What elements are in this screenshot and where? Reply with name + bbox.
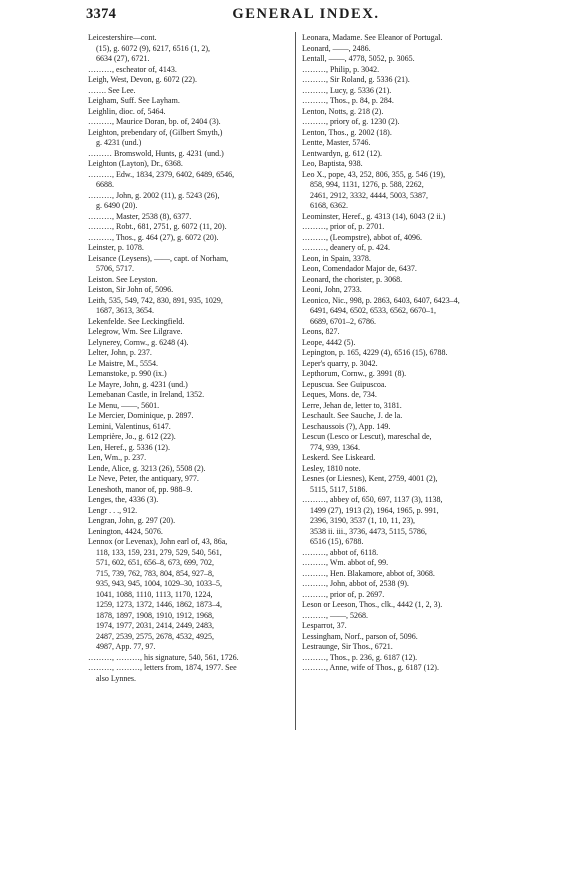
index-entry: ………, Sir Roland, g. 5336 (21). (302, 75, 410, 84)
index-entry: Lepington, p. 165, 4229 (4), 6516 (15), 6788. (302, 348, 448, 357)
index-entry: ………, escheator of, 4143. (88, 64, 177, 74)
index-entry: Leons, 827. (302, 327, 340, 336)
index-entry: Lengr . . ., 912. (88, 505, 138, 515)
index-entry: 1259, 1273, 1372, 1446, 1862, 1873–4, (96, 600, 222, 609)
index-entry: 715, 739, 762, 783, 804, 854, 927–8, (96, 568, 214, 578)
index-entry: ……. See Lee. (88, 85, 136, 95)
index-entry: Leon, Comendador Major de, 6437. (302, 264, 417, 273)
index-entry: Le Mercier, Dominique, p. 2897. (88, 411, 194, 420)
index-entry: ………, ………, letters from, 1874, 1977. See (88, 663, 237, 672)
index-entry: ………, Anne, wife of Thos., g. 6187 (12). (302, 663, 439, 672)
index-entry: Lesnes (or Liesnes), Kent, 2759, 4001 (2), (302, 474, 438, 483)
index-entry: Le Mayre, John, g. 4231 (und.) (88, 379, 188, 389)
index-entry: ………, prior of, p. 2701. (302, 222, 385, 231)
index-entry: Leoni, John, 2733. (302, 285, 362, 294)
index-entry: ………, Lucy, g. 5336 (21). (302, 85, 392, 95)
index-entry: 5115, 5117, 5186. (310, 484, 368, 494)
index-entry: Lentwardyn, g. 612 (12). (302, 148, 382, 158)
index-entry: Le Menu, ——, 5601. (88, 400, 160, 410)
index-entry: Lenton, Notts, g. 218 (2). (302, 106, 384, 116)
index-entry: Lemini, Valentinus, 6147. (88, 421, 171, 431)
index-entry: Leope, 4442 (5). (302, 337, 356, 347)
index-entry: ………, Philip, p. 3042. (302, 64, 380, 74)
index-entry: g. 4231 (und.) (96, 138, 142, 147)
index-entry: Lenges, the, 4336 (3). (88, 495, 159, 504)
index-entry: Lengran, John, g. 297 (20). (88, 516, 176, 525)
index-entry: ………, Master, 2538 (8), 6377. (88, 211, 192, 221)
index-entry: ………, abbey of, 650, 697, 1137 (3), 1138, (302, 495, 443, 504)
index-entry: Leques, Mons. de, 734. (302, 390, 377, 399)
index-entry: 1878, 1897, 1908, 1910, 1912, 1968, (96, 610, 214, 620)
index-entry: ………, deanery of, p. 424. (302, 243, 390, 252)
index-entry: ………, Robt., 681, 2751, g. 6072 (11, 20). (88, 222, 227, 231)
index-entry: Len, Wm., p. 237. (88, 453, 147, 462)
index-entry: Lepuscua. See Guipuscoa. (302, 379, 387, 389)
index-entry: 6491, 6494, 6502, 6533, 6562, 6670–1, (310, 306, 436, 315)
index-entry: 6516 (15), 6788. (310, 537, 364, 546)
index-entry: 858, 994, 1131, 1276, p. 588, 2262, (310, 180, 424, 189)
index-entry: ………, John, abbot of, 2538 (9). (302, 579, 409, 588)
index-entry: ………, prior of, p. 2697. (302, 589, 385, 599)
index-entry: Lelter, John, p. 237. (88, 348, 152, 357)
index-entry: Leo, Baptista, 938. (302, 159, 363, 168)
index-entry: Lenton, Thos., g. 2002 (18). (302, 127, 392, 137)
index-entry: Lenington, 4424, 5076. (88, 526, 163, 536)
index-entry: Leominster, Heref., g. 4313 (14), 6043 (2 ii.) (302, 211, 446, 221)
index-entry: Lerre, Jehan de, letter to, 3181. (302, 400, 402, 410)
index-entry: ………, ………, his signature, 540, 561, 1726. (88, 652, 239, 662)
index-entry: Lestraunge, Sir Thos., 6721. (302, 642, 393, 651)
index-entry: (15), g. 6072 (9), 6217, 6516 (1, 2), (96, 43, 210, 53)
index-entry: ………, ——, 5268. (302, 610, 368, 620)
index-entry: 5706, 5717. (96, 264, 134, 273)
index-entry: ………, Edw., 1834, 2379, 6402, 6489, 6546, (88, 169, 235, 179)
index-entry: Lesparrot, 37. (302, 621, 347, 630)
index-entry: Leper's quarry, p. 3042. (302, 358, 378, 368)
index-entry: ………, Hen. Blakamore, abbot of, 3068. (302, 568, 435, 578)
index-entry: 2461, 2912, 3332, 4444, 5003, 5387, (310, 190, 428, 200)
index-entry: ………, Wm. abbot of, 99. (302, 558, 389, 567)
index-entry: Leighton (Layton), Dr., 6368. (88, 159, 183, 168)
index-entry: 6168, 6362. (310, 201, 348, 210)
index-entry: 6688. (96, 180, 114, 189)
index-entry: Lemprière, Jo., g. 612 (22). (88, 432, 176, 441)
index-entry: Leonard, the chorister, p. 3068. (302, 274, 403, 284)
index-entry: 1687, 3613, 3654. (96, 306, 154, 315)
index-entry: 774, 939, 1364. (310, 442, 360, 452)
index-entry: Lemebanan Castle, in Ireland, 1352. (88, 390, 205, 399)
running-title: GENERAL INDEX. (232, 6, 380, 22)
index-entry: Le Maistre, M., 5554. (88, 358, 158, 368)
index-entry: Leighton, prebendary of, (Gilbert Smyth,) (88, 127, 223, 137)
index-entry: Leschaussois (?), App. 149. (302, 421, 391, 431)
index-entry: Leneshoth, manor of, pp. 988–9. (88, 484, 193, 494)
index-entry: Leinster, p. 1078. (88, 243, 144, 252)
index-entry: ………, priory of, g. 1230 (2). (302, 117, 400, 126)
index-entry: Leon, in Spain, 3378. (302, 253, 371, 263)
index-entry: Leiston. See Leyston. (88, 274, 158, 284)
index-column-right (302, 33, 510, 674)
index-entry: Lepthorum, Cornw., g. 3991 (8). (302, 369, 407, 378)
index-entry: 4987, App. 77, 97. (96, 642, 156, 651)
index-entry: Leigh, West, Devon, g. 6072 (22). (88, 75, 197, 84)
index-entry: Leschault. See Sauche, J. de la. (302, 411, 403, 420)
index-entry: Lescun (Lesco or Lescut), mareschal de, (302, 432, 432, 441)
index-entry: Lessingham, Norf., parson of, 5096. (302, 631, 418, 641)
index-entry: Leighlin, dioc. of, 5464. (88, 106, 166, 116)
index-entry: ………, Thos., p. 84, p. 284. (302, 96, 394, 105)
index-entry: 935, 943, 945, 1004, 1029–30, 1033–5, (96, 579, 222, 588)
index-entry: 6689, 6701–2, 6786. (310, 316, 376, 326)
index-entry: Leiston, Sir John of, 5096. (88, 285, 174, 294)
index-entry: 118, 133, 159, 231, 279, 529, 540, 561, (96, 547, 222, 557)
index-entry: Lennox (or Levenax), John earl of, 43, 86a, (88, 537, 228, 546)
index-entry: ………, Thos., p. 236, g. 6187 (12). (302, 652, 418, 662)
index-entry: Lelynerey, Cornw., g. 6248 (4). (88, 337, 189, 347)
index-entry: Lemanstoke, p. 990 (ix.) (88, 369, 167, 378)
index-entry: ………, (Leompstre), abbot of, 4096. (302, 232, 422, 242)
index-entry: Lesley, 1810 note. (302, 463, 361, 473)
index-entry: Le Neve, Peter, the antiquary, 977. (88, 474, 199, 483)
index-entry: Leigham, Suff. See Layham. (88, 96, 180, 105)
index-entry: Leonico, Nic., 998, p. 2863, 6403, 6407, 6423–4, (302, 295, 460, 305)
index-column-left (88, 33, 296, 684)
index-entry: ………, Thos., g. 464 (27), g. 6072 (20). (88, 232, 219, 242)
index-entry: Lende, Alice, g. 3213 (26), 5508 (2). (88, 463, 206, 473)
index-entry: ………, John, g. 2002 (11), g. 5243 (26), (88, 190, 220, 200)
index-entry: Len, Heref., g. 5336 (12). (88, 442, 170, 452)
index-entry: Leonara, Madame. See Eleanor of Portugal. (302, 33, 443, 42)
index-entry: ……… Bromswold, Hunts, g. 4231 (und.) (88, 148, 224, 158)
index-entry: 1499 (27), 1913 (2), 1964, 1965, p. 991, (310, 505, 439, 515)
index-entry: Leisance (Leysens), ——, capt. of Norham, (88, 253, 229, 263)
index-entry: 3538 ii. iii., 3736, 4473, 5115, 5786, (310, 526, 427, 536)
index-entry: Leonard, ——, 2486. (302, 43, 371, 53)
index-entry: Lelegrow, Wm. See Lilgrave. (88, 327, 183, 336)
index-entry: 2487, 2539, 2575, 2678, 4532, 4925, (96, 631, 214, 641)
page-number: 3374 (86, 6, 117, 22)
index-entry: 1041, 1088, 1110, 1113, 1170, 1224, (96, 589, 213, 599)
index-entry: also Lynnes. (96, 673, 136, 683)
index-entry: Lentte, Master, 5746. (302, 138, 371, 147)
index-entry: 2396, 3190, 3537 (1, 10, 11, 23), (310, 516, 416, 525)
index-entry: 6634 (27), 6721. (96, 54, 150, 63)
index-entry: Leson or Leeson, Thos., clk., 4442 (1, 2, 3). (302, 600, 443, 609)
index-entry: 571, 602, 651, 656–8, 673, 699, 702, (96, 558, 214, 567)
index-entry: Leith, 535, 549, 742, 830, 891, 935, 1029, (88, 295, 223, 305)
index-entry: Leskerd. See Liskeard. (302, 453, 376, 462)
index-entry: Lekenfelde. See Leckingfield. (88, 316, 185, 326)
index-entry: g. 6490 (20). (96, 201, 138, 210)
page-header (86, 6, 526, 28)
index-entry: Lentall, ——, 4778, 5052, p. 3065. (302, 54, 415, 63)
index-entry: 1974, 1977, 2031, 2414, 2449, 2483, (96, 621, 214, 630)
index-entry: Leo X., pope, 43, 252, 806, 355, g. 546 (19), (302, 169, 446, 179)
column-divider (295, 32, 296, 730)
index-entry: ………, abbot of, 6118. (302, 547, 379, 557)
index-entry: ………, Maurice Doran, bp. of, 2404 (3). (88, 117, 221, 126)
index-entry: Leicestershire—cont. (88, 33, 157, 42)
